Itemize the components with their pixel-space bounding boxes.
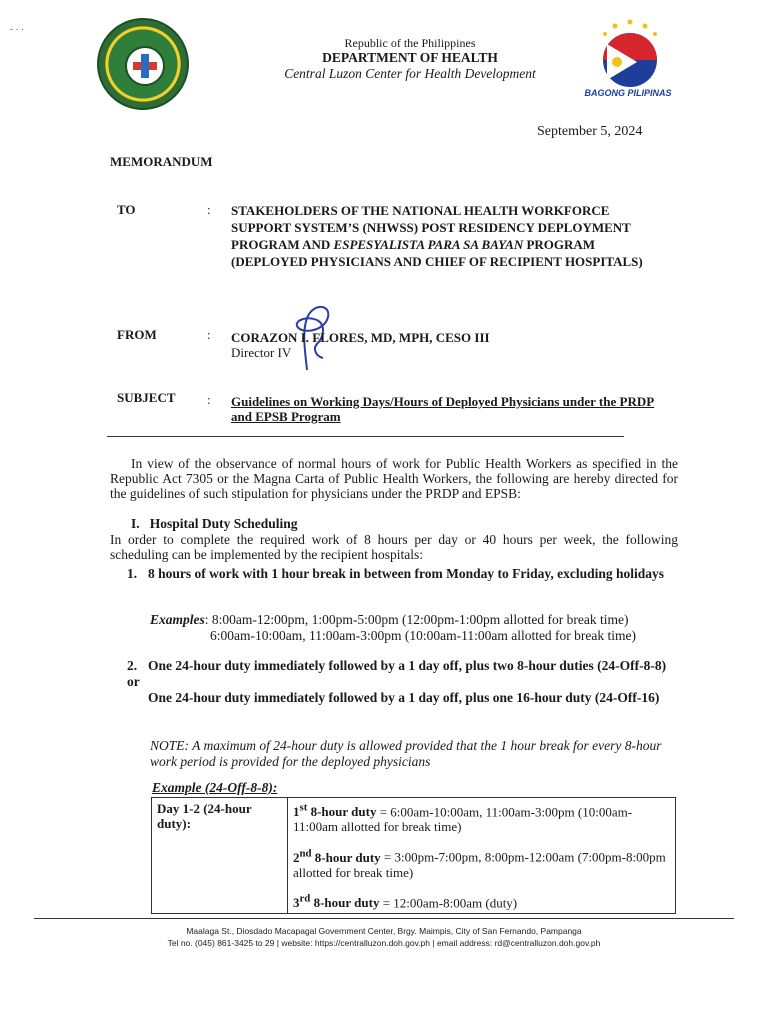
list-item-1: 1. 8 hours of work with 1 hour break in between from Monday to Friday, excluding holidays bbox=[127, 566, 665, 581]
table-cell-duties bbox=[288, 798, 676, 914]
footer-address: Maalaga St., Diosdado Macapagal Government Center, Brgy. Maimpis, City of San Fernando, Pampanga bbox=[186, 926, 582, 936]
memo-title: MEMORANDUM bbox=[110, 154, 213, 169]
from-label: FROM bbox=[117, 327, 157, 342]
note-text: NOTE: A maximum of 24-hour duty is allowed provided that the 1 hour break for every 8-hour work period is provided for the deployed physicians bbox=[150, 738, 662, 769]
doh-seal-logo bbox=[97, 18, 189, 110]
intro-paragraph: In view of the observance of normal hours of work for Public Health Workers as specified in the Republic Act 7305 or the Magna Carta of Public Health Workers, the following are hereby directed for the guidelines of such stipulation for physicians under the PRDP and EPSB: bbox=[110, 456, 678, 501]
examples-line-1: Examples: 8:00am-12:00pm, 1:00pm-5:00pm (12:00pm-1:00pm allotted for break time) bbox=[150, 612, 629, 627]
seal-center bbox=[125, 46, 165, 86]
subject-text: Guidelines on Working Days/Hours of Deployed Physicians under the PRDP and EPSB Program bbox=[231, 394, 655, 424]
duty-row-2: 2nd 8-hour duty = 3:00pm-7:00pm, 8:00pm-12:00am (7:00pm-8:00pm allotted for break time) bbox=[293, 847, 666, 880]
footer-contact: Tel no. (045) 861-3425 to 29 | website: https://centralluzon.doh.gov.ph | email address: rd@centralluzon.doh.gov.ph bbox=[167, 938, 601, 948]
from-colon: : bbox=[207, 327, 211, 342]
to-colon: : bbox=[207, 202, 211, 217]
scan-artifact: - · · bbox=[10, 24, 24, 34]
to-recipients: STAKEHOLDERS OF THE NATIONAL HEALTH WORKFORCE SUPPORT SYSTEM’S (NHWSS) POST RESIDENCY DEPLOYMENT PROGRAM AND ESPESYALISTA PARA SA BAYAN PROGRAM (DEPLOYED PHYSICIANS AND CHIEF OF RECIPIENT HOSPITALS) bbox=[231, 203, 643, 269]
memo-date: September 5, 2024 bbox=[537, 124, 643, 139]
to-recipients-italic: ESPESYALISTA PARA SA BAYAN bbox=[333, 237, 524, 252]
examples-line-2: 6:00am-10:00am, 11:00am-3:00pm (10:00am-11:00am allotted for break time) bbox=[210, 628, 637, 643]
example-schedule-table bbox=[151, 797, 676, 914]
bagong-pilipinas-label: BAGONG PILIPINAS bbox=[584, 88, 672, 98]
header-center: Central Luzon Center for Health Development bbox=[284, 66, 536, 81]
header-divider bbox=[107, 436, 624, 437]
header-department: DEPARTMENT OF HEALTH bbox=[322, 50, 498, 65]
from-title: Director IV bbox=[231, 345, 292, 360]
list-item-2: 2. One 24-hour duty immediately followed by a 1 day off, plus two 8-hour duties (24-Off-8-8) or One 24-hour duty immediately followed by a 1 day off, plus one 16-hour duty (24-Off-16) bbox=[127, 658, 667, 705]
section-intro: In order to complete the required work of 8 hours per day or 40 hours per week, the following scheduling can be implemented by the recipient hospitals: bbox=[110, 532, 678, 562]
duty-row-1: 1st 8-hour duty = 6:00am-10:00am, 11:00am-3:00pm (10:00am-11:00am allotted for break time) bbox=[293, 802, 633, 835]
subject-label: SUBJECT bbox=[117, 390, 176, 405]
example-table-title: Example (24-Off-8-8): bbox=[152, 780, 278, 795]
footer-divider bbox=[34, 918, 734, 919]
table-row bbox=[152, 798, 676, 914]
section-hospital-duty-scheduling: I. Hospital Duty Scheduling bbox=[131, 516, 298, 531]
duty-row-3: 3rd 8-hour duty = 12:00am-8:00am (duty) bbox=[293, 892, 518, 910]
to-label: TO bbox=[117, 202, 136, 217]
from-name: CORAZON I. FLORES, MD, MPH, CESO III bbox=[231, 330, 490, 345]
subject-colon: : bbox=[207, 392, 211, 407]
table-cell-day: Day 1-2 (24-hour duty): bbox=[152, 798, 288, 914]
header-republic: Republic of the Philippines bbox=[344, 36, 476, 50]
